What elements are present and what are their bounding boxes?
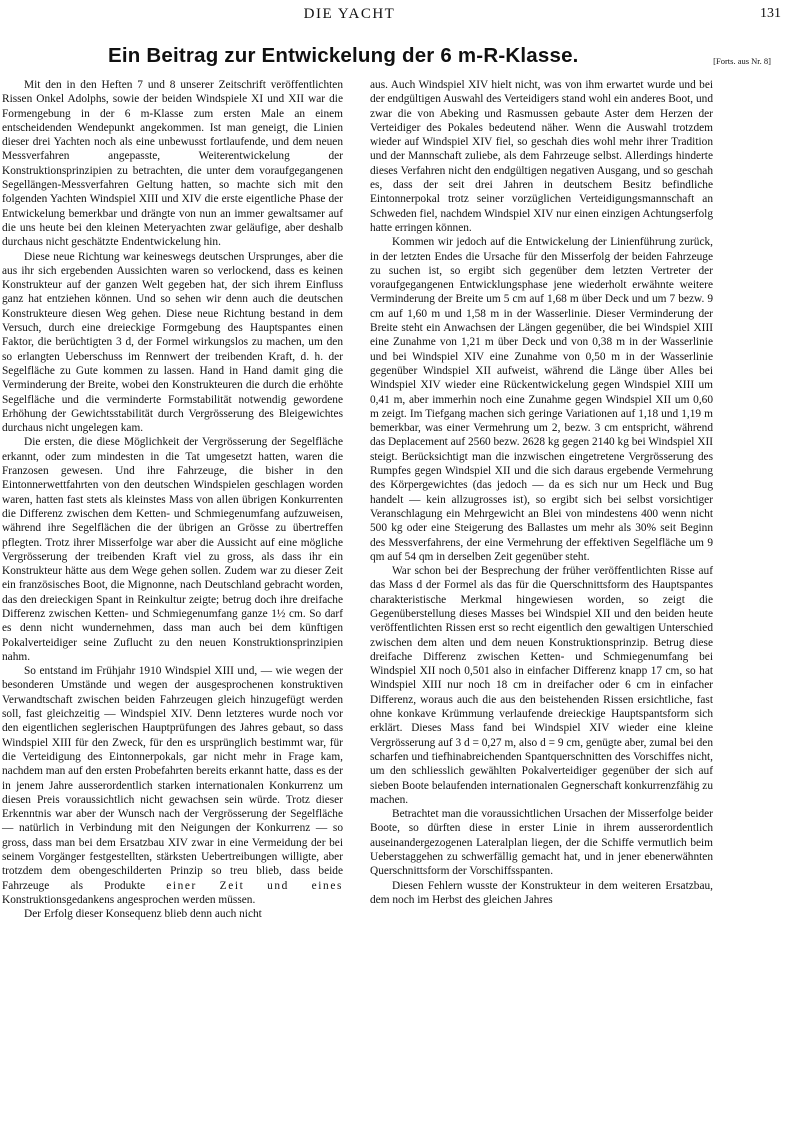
page-number: 131: [760, 6, 781, 21]
title-row: [0, 44, 799, 74]
paragraph: Kommen wir jedoch auf die Entwickelung der Linienführung zurück, in der letzten Endes die Ursache für den Misserfolg der beiden Fahrzeuge zu suchen ist, so ergibt sich gegenüber dem letzten Vertreter der voraufgegangenen Entwicklungsphase jene wiederholt erwähnte weitere Verminderung der Breite um 5 cm auf 1,68 m über Deck und um 7 bezw. 9 cm auf 1,60 m und 1,58 m in der Wasserlinie. Dieser Verminderung der Breite steht ein Anwachsen der Längen gegenüber, die bei Windspiel XIII eine Zunahme von 1,21 m über Deck und von 0,38 m in der Wasserlinie und bei Windspiel XIV eine Zunahme von 0,50 m in der Wasserlinie gegenüber Windspiel XII aufweist, während die Länge über Alles bei Windspiel XIV wieder eine Rückentwickelung gegen Windspiel XIII um 0,41 m, aber immerhin noch eine Zunahme gegen Windspiel XII um 0,60 m zeigt. Im Tiefgang machen sich geringe Variationen auf 1,18 und 1,19 m bemerkbar, was einer Vermehrung um 2, bezw. 3 cm entspricht, während das Deplacement auf 2560 bezw. 2628 kg gegen 2140 kg bei Windspiel XII steigt. Berücksichtigt man die inzwischen eingetretene Vergrösserung des Rumpfes gegen Windspiel XII und die sich daraus ergebende Vermehrung des Körpergewichtes (das jedoch — da es sich nur um Heck und Bug handelt — kein allzugrosses ist), so ergibt sich bei selbst vorsichtiger Veranschlagung ein Mehrgewicht an Blei von mindestens 400 wenn nicht 500 kg oder eine Steigerung des Ballastes um mehr als 30% seit Beginn des Messverfahrens, der eine Vermehrung der effektiven Segelfläche um 9 qm auf 54 qm in derselben Zeit gegenüber steht.: [370, 236, 713, 563]
spaced-text: einer Zeit und eines: [166, 879, 343, 892]
left-column: [2, 78, 343, 922]
paragraph: Der Erfolg dieser Konsequenz blieb denn auch nicht: [24, 908, 262, 921]
paragraph-text: So entstand im Frühjahr 1910 Windspiel XIII und, — wie wegen der besonderen Umstände und wegen der ausgesprochenen konstruktiven Verwandtschaft zwischen beiden Fahrzeugen gleich hinzugefügt werden soll, fast gleichzeitig — Windspiel XIV. Denn letzteres wurde noch vor den eigentlichen seglerischen Hauptprüfungen des Jahres gebaut, so dass Windspiel XIII für den Zweck, für den es ursprünglich bestimmt war, für die Verteidigung des Eintonnerpokals, gar nicht mehr in Frage kam, nachdem man auf den ersten Probefahrten bereits erkannt hatte, dass es der in jenem Jahre ausserordentlich starken internationalen Konkurrenz um diesen Preis voraussichtlich nicht gewachsen sein würde. Trotz dieser Erkenntnis war aber der Wunsch nach der Vergrösserung der Segelfläche — natürlich in Verbindung mit den Neigungen der Konkurrenz — so gross, dass man bei dem Ersatzbau XIV zwar in eine Vermeidung der bei seinem Vorgänger festgestellten, stärksten Uebertreibungen willigte, aber trotzdem dem obengeschilderten Prinzip so treu blieb, dass beide Fahrzeuge als Produkte: [2, 665, 343, 892]
journal-name: DIE YACHT: [303, 6, 396, 22]
paragraph: [2, 664, 343, 907]
paragraph: Betrachtet man die voraussichtlichen Ursachen der Misserfolge beider Boote, so dürften diese in erster Linie in ihrem ausserordentlich auseinandergezogenen Lateralplan liegen, der die Schiffe vermutlich beim Ueberstaggehen zu schwerfällig gemacht hat, und in jener ebenerwähnten Querschnittsform der Vorschiffsspanten.: [370, 808, 713, 878]
continuation-note: [Forts. aus Nr. 8]: [713, 56, 771, 66]
right-column: [370, 78, 713, 907]
running-head: [0, 6, 799, 26]
article-title: Ein Beitrag zur Entwickelung der 6 m-R-Klasse.: [108, 44, 579, 67]
paragraph: Diesen Fehlern wusste der Konstrukteur in dem weiteren Ersatzbau, dem noch im Herbst des gleichen Jahres: [370, 879, 713, 906]
paragraph: Mit den in den Heften 7 und 8 unserer Zeitschrift veröffentlichten Rissen Onkel Adolphs, sowie der beiden Windspiele XI und XII war die Formengebung in der 6 m-Klasse zum ersten Male an einem entscheidenden Wendepunkt angekommen. Ist man geneigt, die Linien dieser drei Yachten noch als eine unbewusst fortlaufende, und dem neuen Messverfahren angepasste, Weiterentwickelung der Konstruktionsprinzipien zu betrachten, die unter dem voraufgegangenen Segellängen-Messverfahren Geltung hatten, so machte sich mit den folgenden Yachten Windspiel XIII und XIV die erste eigentliche Phase der Entwickelung bemerkbar und drängte von nun an immer gewaltsamer auf die uns heute bei den kleinen Meteryachten zwar geläufige, aber deshalb durchaus nicht geschätzte Endentwickelung hin.: [2, 79, 343, 249]
paragraph: aus. Auch Windspiel XIV hielt nicht, was von ihm erwartet wurde und bei der endgültigen Auswahl des Verteidigers stand wohl ein anderes Boot, und zwar die von Abeking und Rasmussen gebaute Aster dem Herzen der Verteidiger des Pokales bedeutend näher. Wenn die Auswahl trotzdem wieder auf Windspiel XIV fiel, so geschah dies wohl mehr ihrer Tradition und der Mannschaft zuliebe, als dem Fahrzeuge selbst. Allerdings hinderte dieses Verfahren nicht den endgültigen negativen Ausgang, und so geschah es, dass der seit drei Jahren in deutschem Besitz befindliche Eintonnerpokal trotz seiner vorzüglichen Verteidigungsmannschaft an Schweden fiel, nachdem Windspiel XIV nur einen einzigen Achtungserfolg hatte erringen können.: [370, 79, 713, 234]
paragraph: Die ersten, die diese Möglichkeit der Vergrösserung der Segelfläche erkannt, oder zum mindesten in die Tat umgesetzt hatten, waren die Franzosen gewesen. Und ihre Fahrzeuge, die bisher in den Eintonnerwettfahrten von den deutschen Windspielen geschlagen worden waren, hatten fast stets als kleinstes Mass von allen übrigen Konkurrenten die Differenz zwischen dem Ketten- und Schmiegenumfang aufzuweisen, während ihre Segelflächen die der übrigen an Grösse zu übertreffen pflegten. Trotz ihrer Misserfolge war aber die Aussicht auf eine mögliche Vergrösserung der treibenden Kraft viel zu gross, als dass ihr ein Konstrukteur hätte aus dem Wege gehen sollen. Zudem war zu dieser Zeit ein französisches Boot, die Mignonne, nach Deutschland gebracht worden, das den dreieckigen Spant in Reinkultur zeigte; betrug doch ihre dreifache Differenz zwischen Ketten- und Schmiegenumfang ganze 1½ cm. So darf es denn nicht wundernehmen, dass man auch bei dem künftigen Pokalverteidiger seine Zuflucht zu den neuen Konstruktionsprinzipien nahm.: [2, 436, 343, 663]
paragraph: War schon bei der Besprechung der früher veröffentlichten Risse auf das Mass d der Formel als das für die Querschnittsform des Hauptspantes charakteristische Merkmal hingewiesen worden, so zeigt die Gegenüberstellung dieses Masses bei Windspiel XII und den beiden heute veröffentlichten Rissen erst so recht eigentlich den gewaltigen Unterschied zwischen dem alten und dem neuen Konstruktionsprinzip. Betrug diese dreifache Differenz zwischen Ketten- und Schmiegenumfang bei Windspiel XII noch 0,501 also in einfacher Differenz knapp 17 cm, so hat Windspiel XIII nur noch 18 cm in dreifacher oder 6 cm in einfacher Differenz, woraus auch die aus den beistehenden Rissen ersichtliche, fast ohne konkave Krümmung verlaufende dreieckige Hauptspantsform sich erklärt. Dieses Mass fand bei Windspiel XIV wieder eine kleine Vergrösserung auf 3 d = 0,27 m, also d = 9 cm, genügte aber, zumal bei den scharfen und tiefhinabreichenden Spantquerschnitten des Vorschiffes nicht, um den schliesslich gewählten Pokalverteidiger gegenüber der sich auf sieben Boote belaufenden internationalen Gegnerschaft konkurrenzfähig zu machen.: [370, 565, 713, 806]
paragraph: Diese neue Richtung war keineswegs deutschen Ursprunges, aber die aus ihr sich ergebenden Aussichten waren so verlockend, dass es keinen Konstrukteur auf der ganzen Welt gegeben hat, der sich ihrem Einfluss ganz hat entziehen können. Und so sehen wir denn auch die deutschen Konstrukteure diesen Weg gehen. Diese neue Richtung bestand in dem Versuch, durch eine dreieckige Formgebung des Hauptspantes einen Faktor, die berüchtigten 3 d, der Formel wirkungslos zu machen, um den so erlangten Ueberschuss im Rennwert der treibenden Kraft, d. h. der Segelfläche zu Gute kommen zu lassen. Hand in Hand damit ging die Verminderung der Breite, wobei den Konstrukteuren die durch die erhöhte Segelfläche und die verminderte Formstabilität notwendig gewordene Erhöhung der Gewichtsstabilität durch Vergrösserung des Bleigewichtes durchaus nicht ungelegen kam.: [2, 250, 343, 435]
paragraph-text: Konstruktionsgedankens angesprochen werden müssen.: [2, 893, 256, 906]
